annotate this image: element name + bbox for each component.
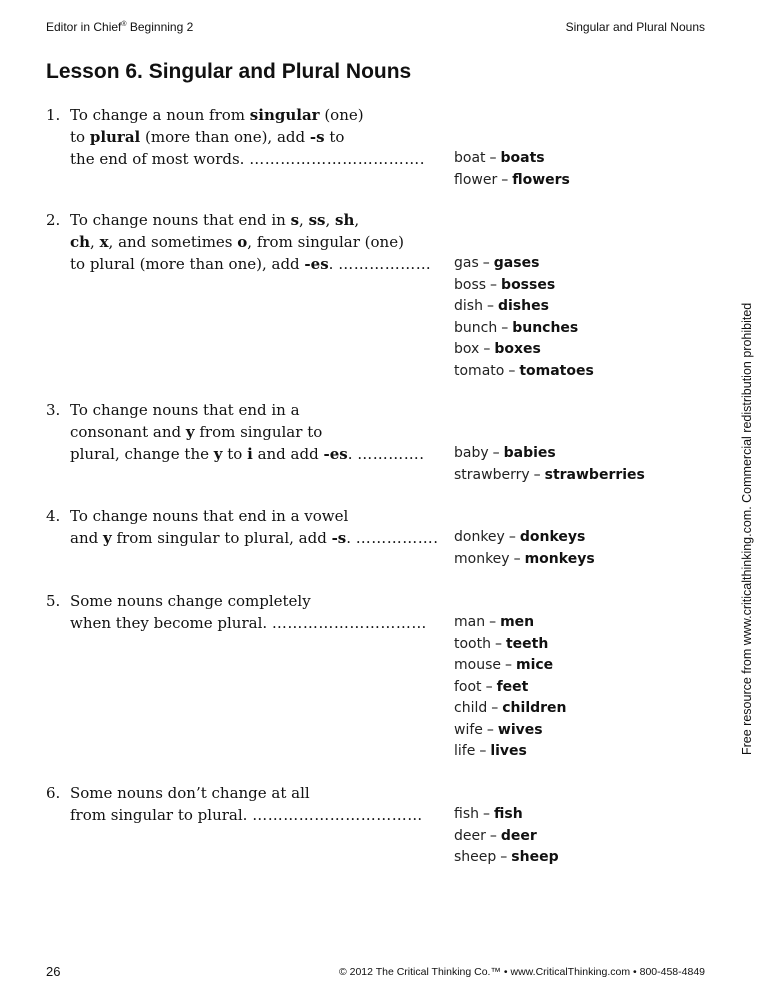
singular-word: foot: [454, 678, 482, 695]
singular-word: wife: [454, 721, 483, 738]
rule-6: 6. Some nouns don’t change at all from singular to plural. …………………………… fish – fish deer – deer sheep – sheep: [46, 782, 706, 826]
singular-word: strawberry: [454, 466, 530, 483]
rule-number: 4.: [46, 507, 61, 525]
singular-word: gas: [454, 255, 479, 271]
plural-word: deer: [500, 827, 537, 844]
examples-list: [454, 253, 594, 382]
rule-number: 2.: [46, 211, 61, 229]
singular-word: tomato: [454, 362, 505, 379]
example-pair: [454, 826, 559, 848]
dash: –: [490, 276, 498, 293]
example-pair: [454, 847, 559, 869]
dash: –: [501, 319, 509, 336]
plural-word: bosses: [501, 276, 556, 293]
singular-word: box: [454, 341, 480, 357]
plural-word: babies: [503, 445, 556, 461]
dash: –: [486, 721, 494, 738]
rule-3: 3. To change nouns that end in a consonant and y from singular to plural, change the y to i and add -es. …………. baby – babies strawberry – strawberries: [46, 399, 706, 465]
example-pair: [454, 677, 567, 699]
dash: –: [513, 550, 521, 567]
example-pair: [454, 612, 567, 634]
dash: –: [489, 150, 497, 166]
examples-list: [454, 148, 570, 191]
singular-word: monkey: [454, 550, 510, 567]
leader-dots: ………….: [357, 445, 425, 463]
dash: –: [479, 743, 487, 759]
example-pair: [454, 296, 594, 318]
example-pair: [454, 339, 594, 361]
example-pair: [454, 527, 595, 549]
plural-word: boxes: [494, 341, 541, 357]
example-pair: [454, 804, 559, 826]
plural-word: boats: [500, 150, 545, 166]
leader-dots: …………………………….: [249, 150, 425, 168]
lesson-title: Lesson 6. Singular and Plural Nouns: [46, 60, 412, 83]
example-pair: [454, 698, 567, 720]
example-pair: [454, 465, 645, 487]
example-pair: [454, 634, 567, 656]
plural-word: fish: [494, 806, 523, 822]
plural-word: lives: [490, 743, 527, 759]
leader-dots: ……………………………: [252, 806, 423, 824]
footer-copyright: © 2012 The Critical Thinking Co.™ • www.CriticalThinking.com • 800-458-4849: [338, 966, 705, 978]
dash: –: [489, 614, 497, 630]
example-pair: [454, 148, 570, 170]
plural-word: children: [502, 700, 567, 716]
dash: –: [482, 255, 490, 271]
dash: –: [494, 635, 502, 652]
dash: –: [483, 806, 490, 822]
singular-word: deer: [454, 827, 486, 844]
examples-list: [454, 804, 559, 869]
examples-list: [454, 527, 595, 570]
example-pair: [454, 361, 594, 383]
singular-word: tooth: [454, 635, 491, 652]
dash: –: [500, 849, 508, 865]
rule-number: 3.: [46, 401, 61, 419]
leader-dots: …………….: [355, 529, 439, 547]
rule-number: 5.: [46, 592, 61, 610]
plural-word: gases: [493, 255, 540, 271]
singular-word: boss: [454, 276, 487, 293]
rule-2: 2. To change nouns that end in s, ss, sh, ch, x, and sometimes o, from singular (one) to plural (more than one), add -es. ……………… gas – gases boss – bosses dish – dishes bunch – bunches box – boxes tomato – tomatoes: [46, 209, 706, 275]
plural-word: flowers: [512, 171, 570, 188]
dash: –: [533, 466, 541, 483]
singular-word: bunch: [454, 319, 498, 336]
plural-word: men: [500, 614, 535, 630]
singular-word: donkey: [454, 529, 505, 545]
example-pair: [454, 549, 595, 571]
plural-word: sheep: [511, 849, 559, 865]
rule-1: 1. To change a noun from singular (one) to plural (more than one), add -s to the end of most words. ……………………………. boat – boats flower – flowers: [46, 104, 706, 170]
singular-word: life: [454, 743, 476, 759]
plural-word: mice: [515, 657, 554, 673]
singular-word: fish: [454, 806, 479, 822]
singular-word: boat: [454, 150, 486, 166]
plural-word: donkeys: [519, 529, 586, 545]
dash: –: [508, 529, 516, 545]
page-number: 26: [46, 964, 61, 979]
plural-word: dishes: [497, 298, 549, 314]
running-header-right: Singular and Plural Nouns: [565, 20, 705, 34]
plural-word: strawberries: [544, 466, 645, 483]
singular-word: mouse: [454, 657, 501, 673]
plural-word: wives: [497, 721, 543, 738]
singular-word: flower: [454, 171, 498, 188]
plural-word: monkeys: [524, 550, 595, 567]
dash: –: [483, 341, 491, 357]
plural-word: bunches: [512, 319, 579, 336]
example-pair: [454, 720, 567, 742]
example-pair: [454, 655, 567, 677]
rule-number: 6.: [46, 784, 61, 802]
plural-word: feet: [496, 678, 529, 695]
running-header-left: Editor in Chief® Beginning 2: [46, 20, 194, 34]
singular-word: man: [454, 614, 486, 630]
dash: –: [486, 298, 494, 314]
example-pair: [454, 741, 567, 763]
leader-dots: ………………: [338, 255, 432, 273]
example-pair: [454, 170, 570, 192]
registered-mark: ®: [121, 21, 127, 28]
examples-list: [454, 612, 567, 763]
singular-word: child: [454, 700, 488, 716]
plural-word: teeth: [505, 635, 549, 652]
dash: –: [492, 445, 500, 461]
dash: –: [489, 827, 497, 844]
rule-4: 4. To change nouns that end in a vowel and y from singular to plural, add -s. ……………. donkey – donkeys monkey – monkeys: [46, 505, 706, 549]
dash: –: [508, 362, 516, 379]
singular-word: dish: [454, 298, 483, 314]
dash: –: [504, 657, 512, 673]
side-copyright-note: Free resource from www.criticalthinking.com. Commercial redistribution prohibited: [740, 302, 754, 755]
example-pair: [454, 443, 645, 465]
rule-5: 5. Some nouns change completely when they become plural. ………………………… man – men tooth – teeth mouse – mice foot – feet child – children wife – wives life – lives: [46, 590, 706, 634]
example-pair: [454, 318, 594, 340]
plural-word: tomatoes: [519, 362, 594, 379]
rule-number: 1.: [46, 106, 61, 124]
examples-list: [454, 443, 645, 486]
dash: –: [501, 171, 509, 188]
singular-word: sheep: [454, 849, 497, 865]
singular-word: baby: [454, 445, 489, 461]
example-pair: [454, 275, 594, 297]
dash: –: [485, 678, 493, 695]
example-pair: [454, 253, 594, 275]
dash: –: [491, 700, 499, 716]
leader-dots: …………………………: [271, 614, 427, 632]
